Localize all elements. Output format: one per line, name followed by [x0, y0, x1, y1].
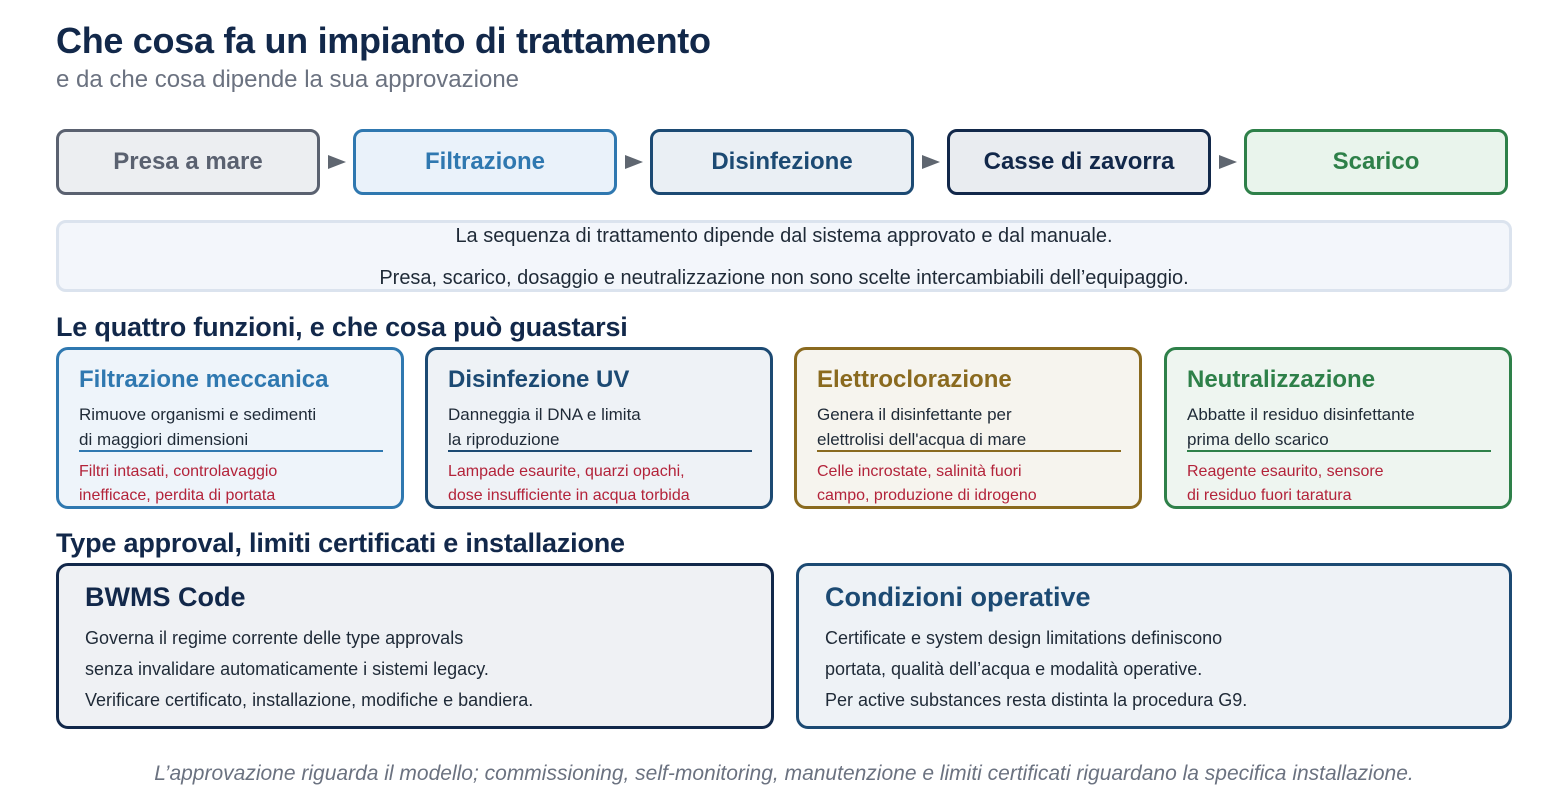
flow-step-label: Filtrazione [424, 148, 545, 175]
card-failure-modes: Filtri intasati, controlavaggio inefficace, perdita di portata [79, 463, 278, 504]
card-title: Disinfezione UV [448, 366, 630, 393]
note-line-1: La sequenza di trattamento dipende dal sistema approvato e dal manuale. [455, 225, 1113, 247]
flow-step-discharge [1244, 129, 1508, 195]
card-divider [448, 450, 752, 452]
page-title: Che cosa fa un impianto di trattamento [56, 20, 711, 61]
flow-step-label: Scarico [1332, 148, 1420, 175]
box-title: BWMS Code [85, 582, 246, 612]
card-title: Elettroclorazione [817, 366, 1012, 393]
functions-heading: Le quattro funzioni, e che cosa può guastarsi [56, 312, 628, 342]
function-card-electrochlorination [794, 347, 1142, 509]
flow-step-disinfection [650, 129, 914, 195]
note-line-2: Presa, scarico, dosaggio e neutralizzazione non sono scelte intercambiabili dell’equipaggio. [379, 267, 1189, 289]
card-description: Rimuove organismi e sedimenti di maggiori dimensioni [79, 405, 317, 449]
approval-heading: Type approval, limiti certificati e installazione [56, 528, 625, 558]
card-description: Abbatte il residuo disinfettante prima dello scarico [1187, 405, 1415, 449]
card-title: Filtrazione meccanica [79, 366, 329, 393]
flow-step-label: Disinfezione [711, 148, 853, 175]
box-title: Condizioni operative [825, 582, 1091, 612]
function-card-filtration [56, 347, 404, 509]
box-line: Governa il regime corrente delle type approvals [85, 628, 464, 648]
box-line: senza invalidare automaticamente i sistemi legacy. [85, 659, 489, 679]
flow-step-intake [56, 129, 320, 195]
box-line: Certificate e system design limitations definiscono [825, 628, 1223, 648]
card-divider [79, 450, 383, 452]
card-title: Neutralizzazione [1187, 366, 1376, 393]
box-line: Per active substances resta distinta la procedura G9. [825, 690, 1248, 710]
card-divider [1187, 450, 1491, 452]
flow-step-filtration [353, 129, 617, 195]
box-line: Verificare certificato, installazione, modifiche e bandiera. [85, 690, 534, 710]
flow-step-ballast-tanks [947, 129, 1211, 195]
arrow-right-icon [920, 151, 942, 173]
flow-step-label: Presa a mare [113, 148, 263, 175]
bwms-code-box [56, 563, 774, 729]
page-subtitle: e da che cosa dipende la sua approvazione [56, 66, 520, 93]
operating-conditions-box [796, 563, 1512, 729]
process-flow [56, 129, 1512, 201]
arrow-right-icon [1217, 151, 1239, 173]
card-divider [817, 450, 1121, 452]
card-failure-modes: Lampade esaurite, quarzi opachi, dose insufficiente in acqua torbida [448, 463, 690, 504]
box-line: portata, qualità dell’acqua e modalità operative. [825, 659, 1203, 679]
footer-note: L’approvazione riguarda il modello; commissioning, self-monitoring, manutenzione e limiti certificati riguardano la specifica installazione. [154, 762, 1414, 785]
card-failure-modes: Reagente esaurito, sensore di residuo fuori taratura [1187, 463, 1384, 504]
arrow-right-icon [326, 151, 348, 173]
flow-step-label: Casse di zavorra [983, 148, 1175, 175]
card-failure-modes: Celle incrostate, salinità fuori campo, produzione di idrogeno [817, 463, 1037, 504]
function-card-neutralization [1164, 347, 1512, 509]
card-description: Danneggia il DNA e limita la riproduzione [448, 405, 641, 449]
card-description: Genera il disinfettante per elettrolisi dell'acqua di mare [817, 405, 1027, 449]
arrow-right-icon [623, 151, 645, 173]
function-card-uv [425, 347, 773, 509]
sequence-note [56, 220, 1512, 292]
